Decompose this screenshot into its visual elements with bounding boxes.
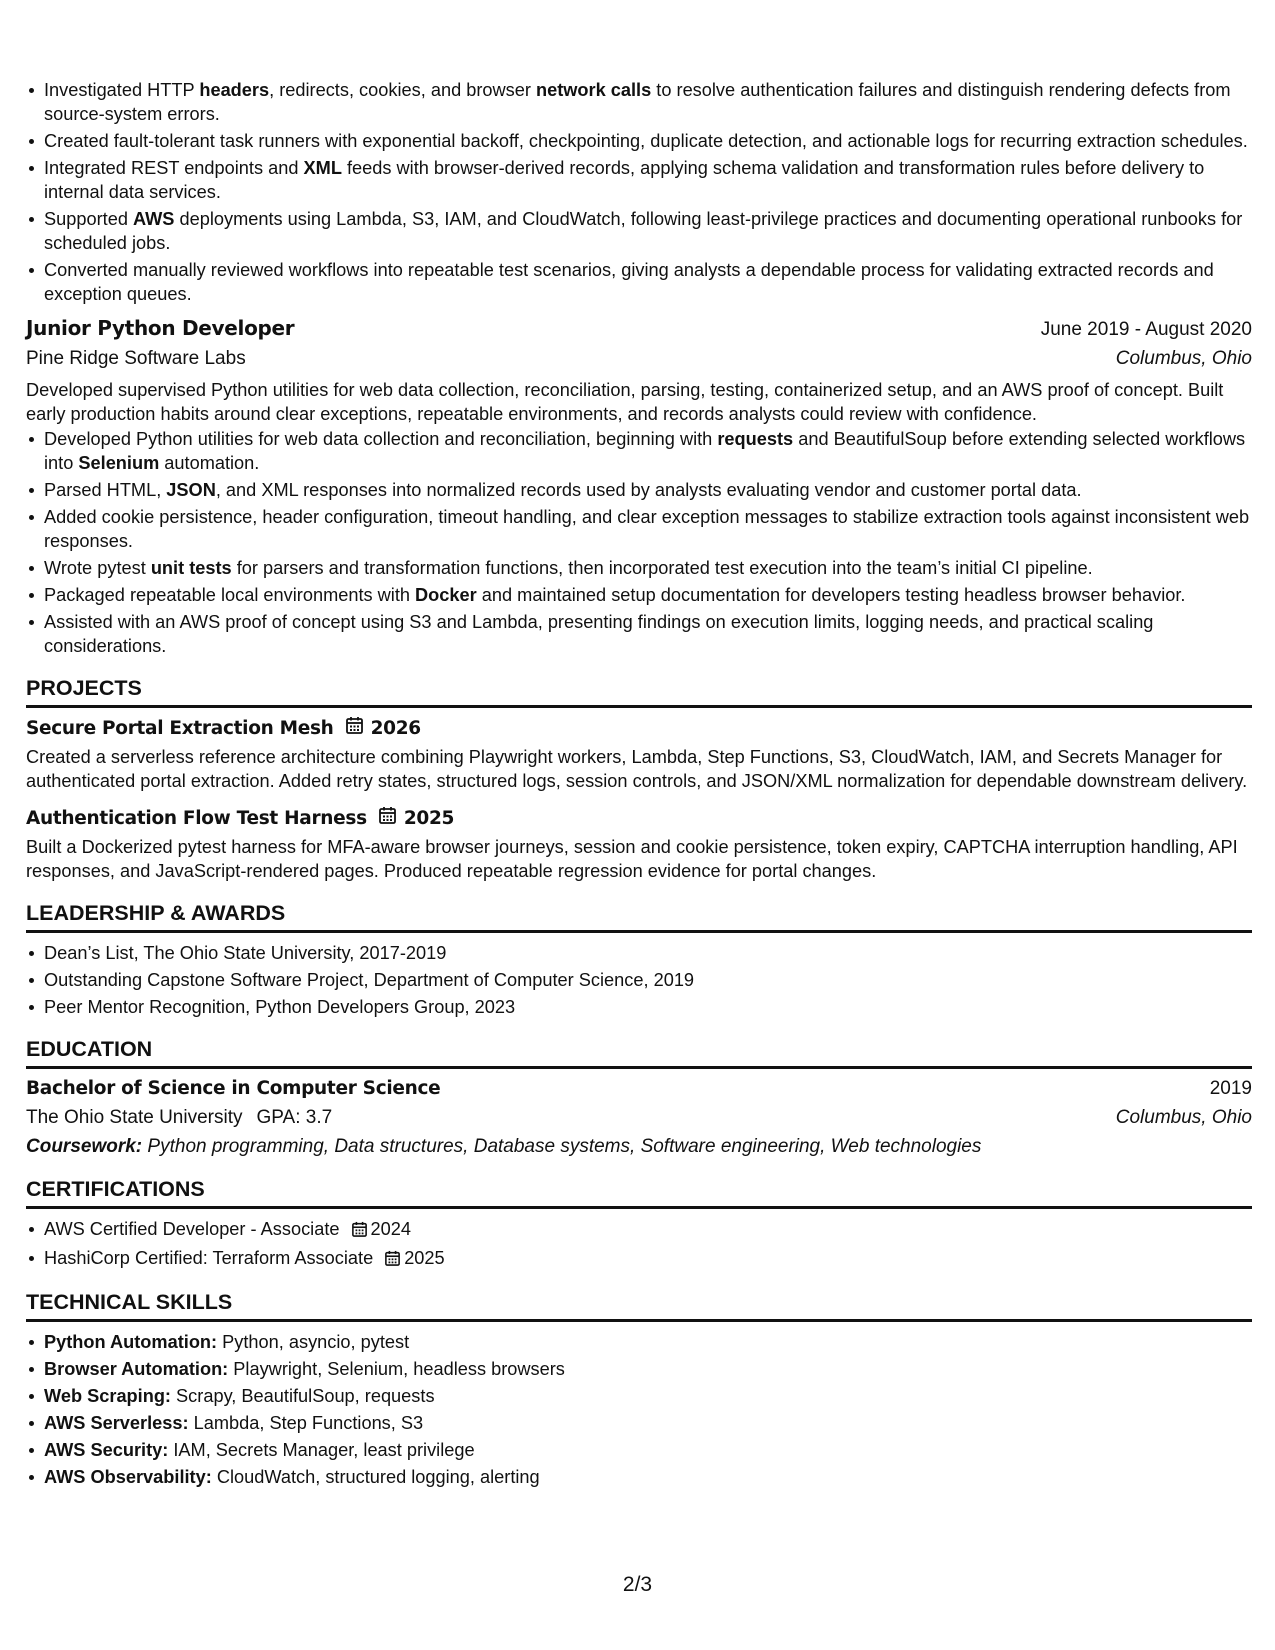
resume-page xyxy=(26,78,1252,1492)
job-dates: June 2019 - August 2020 xyxy=(1040,319,1252,340)
project-title: Authentication Flow Test Harness xyxy=(26,807,367,829)
skills-list xyxy=(26,1330,1252,1489)
list-item: Web Scraping: Scrapy, BeautifulSoup, requests xyxy=(44,1384,1252,1408)
cert-name: HashiCorp Certified: Terraform Associate xyxy=(44,1248,374,1268)
certifications-list xyxy=(26,1217,1252,1272)
list-item: Assisted with an AWS proof of concept using S3 and Lambda, presenting findings on execution limits, logging needs, and practical scaling considerations. xyxy=(44,610,1252,658)
page-number: 2/3 xyxy=(622,1573,653,1596)
project-title: Secure Portal Extraction Mesh xyxy=(26,717,334,739)
section-heading-education: EDUCATION xyxy=(26,1035,1252,1069)
job-entry xyxy=(26,316,1252,658)
cert-year: 2025 xyxy=(404,1248,445,1268)
list-item: Integrated REST endpoints and XML feeds with browser-derived records, applying schema validation and transformation rules before delivery to internal data services. xyxy=(44,156,1252,204)
calendar-icon xyxy=(385,1248,400,1272)
project-entry xyxy=(26,806,1252,883)
degree: Bachelor of Science in Computer Science xyxy=(26,1078,441,1099)
education-entry xyxy=(26,1077,1252,1159)
list-item: AWS Serverless: Lambda, Step Functions, S3 xyxy=(44,1411,1252,1435)
project-description: Created a serverless reference architecture combining Playwright workers, Lambda, Step Functions, S3, CloudWatch, IAM, and Secrets Manager for authenticated portal extraction. Added retry states, structured logs, session controls, and JSON/XML normalization for dependable downstream delivery. xyxy=(26,747,1248,791)
list-item: Parsed HTML, JSON, and XML responses into normalized records used by analysts evaluating vendor and customer portal data. xyxy=(44,478,1252,502)
list-item: AWS Security: IAM, Secrets Manager, least privilege xyxy=(44,1438,1252,1462)
list-item: Created fault-tolerant task runners with exponential backoff, checkpointing, duplicate detection, and actionable logs for recurring extraction schedules. xyxy=(44,129,1252,153)
section-heading-skills: TECHNICAL SKILLS xyxy=(26,1288,1252,1322)
calendar-icon xyxy=(352,1219,367,1243)
prev-job-bullets xyxy=(26,78,1252,306)
list-item xyxy=(44,1246,1252,1272)
list-item: Added cookie persistence, header configuration, timeout handling, and clear exception messages to stabilize extraction tools against inconsistent web responses. xyxy=(44,505,1252,553)
gpa: GPA: 3.7 xyxy=(256,1107,333,1128)
school-location: Columbus, Ohio xyxy=(1115,1107,1252,1128)
list-item: Converted manually reviewed workflows into repeatable test scenarios, giving analysts a dependable process for validating extracted records and exception queues. xyxy=(44,258,1252,306)
list-item: Investigated HTTP headers, redirects, cookies, and browser network calls to resolve authentication failures and distinguish rendering defects from source-system errors. xyxy=(44,78,1252,126)
list-item: Packaged repeatable local environments with Docker and maintained setup documentation for developers testing headless browser behavior. xyxy=(44,583,1252,607)
job-bullets xyxy=(26,427,1252,658)
company-name: Pine Ridge Software Labs xyxy=(26,348,246,369)
calendar-icon xyxy=(379,806,396,831)
cert-name: AWS Certified Developer - Associate xyxy=(44,1219,340,1239)
graduation-year: 2019 xyxy=(1209,1078,1252,1099)
cert-year: 2024 xyxy=(370,1219,411,1239)
list-item: Peer Mentor Recognition, Python Developers Group, 2023 xyxy=(44,995,1252,1019)
list-item: AWS Observability: CloudWatch, structured logging, alerting xyxy=(44,1465,1252,1489)
list-item: Browser Automation: Playwright, Selenium, headless browsers xyxy=(44,1357,1252,1381)
list-item: Outstanding Capstone Software Project, Department of Computer Science, 2019 xyxy=(44,968,1252,992)
list-item xyxy=(44,1217,1252,1243)
job-title: Junior Python Developer xyxy=(26,316,295,340)
list-item: Developed Python utilities for web data collection and reconciliation, beginning with requests and BeautifulSoup before extending selected workflows into Selenium automation. xyxy=(44,427,1252,475)
calendar-icon xyxy=(346,716,363,741)
section-heading-leadership: LEADERSHIP & AWARDS xyxy=(26,899,1252,933)
list-item: Dean’s List, The Ohio State University, 2017-2019 xyxy=(44,941,1252,965)
job-location: Columbus, Ohio xyxy=(1115,348,1252,369)
project-entry xyxy=(26,716,1252,793)
list-item: Python Automation: Python, asyncio, pytest xyxy=(44,1330,1252,1354)
job-summary: Developed supervised Python utilities for web data collection, reconciliation, parsing, testing, containerized setup, and an AWS proof of concept. Built early production habits around clear exceptions, repeatable environments, and records analysts could review with confidence. xyxy=(26,380,1224,424)
list-item: Wrote pytest unit tests for parsers and transformation functions, then incorporated test execution into the team’s initial CI pipeline. xyxy=(44,556,1252,580)
section-heading-projects: PROJECTS xyxy=(26,674,1252,708)
project-year: 2025 xyxy=(403,807,455,829)
section-heading-certifications: CERTIFICATIONS xyxy=(26,1175,1252,1209)
project-year: 2026 xyxy=(370,717,421,739)
coursework: Coursework: Python programming, Data structures, Database systems, Software engineering, Web technologies xyxy=(26,1136,982,1157)
list-item: Supported AWS deployments using Lambda, S3, IAM, and CloudWatch, following least-privilege practices and documenting operational runbooks for scheduled jobs. xyxy=(44,207,1252,255)
leadership-list xyxy=(26,941,1252,1019)
project-description: Built a Dockerized pytest harness for MFA-aware browser journeys, session and cookie persistence, token expiry, CAPTCHA interruption handling, API responses, and JavaScript-rendered pages. Produced repeatable regression evidence for portal changes. xyxy=(26,837,1238,881)
school-name: The Ohio State University xyxy=(26,1107,243,1128)
